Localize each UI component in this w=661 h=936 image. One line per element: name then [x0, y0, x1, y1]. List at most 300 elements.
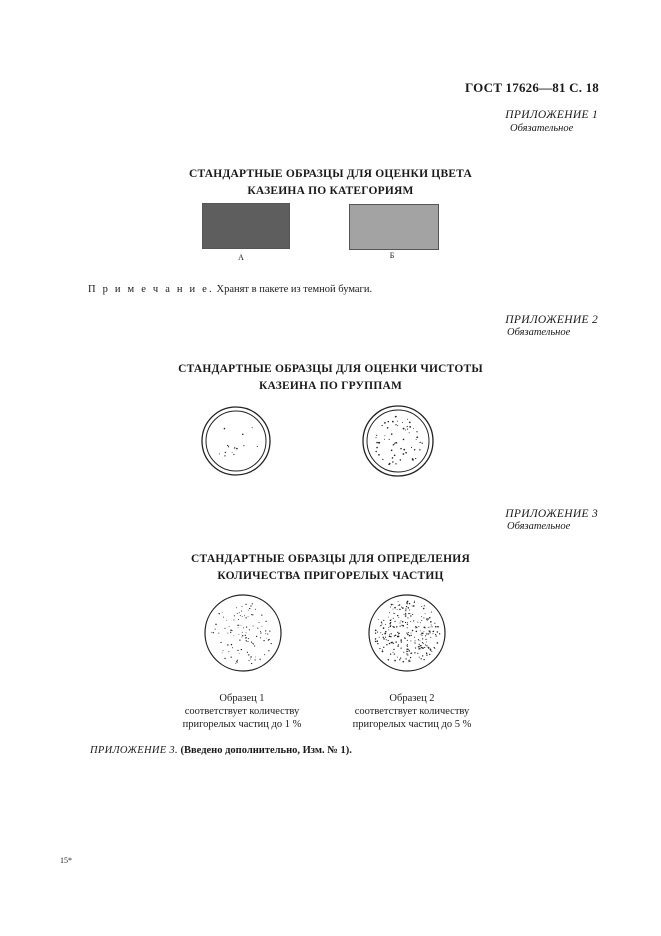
speck: [416, 627, 417, 628]
speck: [262, 626, 263, 627]
speck: [408, 607, 409, 608]
speck: [382, 459, 383, 460]
speck: [397, 657, 398, 658]
speck: [423, 617, 424, 618]
speck: [408, 632, 409, 633]
speck: [376, 435, 377, 436]
speck: [223, 650, 224, 651]
speck: [253, 625, 254, 626]
speck: [252, 603, 253, 604]
speck: [401, 607, 402, 608]
speck: [237, 660, 238, 661]
speck: [423, 659, 424, 660]
speck: [391, 604, 393, 606]
speck: [429, 617, 431, 619]
speck: [246, 640, 247, 641]
speck: [251, 614, 252, 615]
speck: [428, 627, 429, 628]
speck: [232, 452, 233, 453]
speck: [385, 637, 386, 638]
speck: [416, 436, 418, 438]
speck: [250, 605, 251, 606]
speck: [218, 613, 219, 614]
speck: [222, 652, 223, 653]
speck: [422, 642, 423, 643]
speck: [229, 626, 230, 627]
speck: [248, 616, 249, 617]
speck: [252, 614, 253, 615]
speck: [398, 617, 399, 618]
speck: [227, 445, 228, 446]
speck: [383, 620, 384, 621]
speck: [251, 663, 252, 664]
speck: [425, 613, 426, 614]
appendix-3-status: Обязательное: [507, 521, 571, 532]
speck: [255, 659, 256, 660]
page-mark: 15*: [60, 856, 72, 865]
speck: [256, 636, 257, 637]
speck: [389, 643, 391, 645]
speck: [405, 615, 407, 617]
speck: [426, 654, 427, 655]
speck: [396, 442, 398, 444]
speck: [244, 615, 245, 616]
sample-1-caption: [172, 692, 312, 731]
amendment-note-ref: ПРИЛОЖЕНИЕ 3.: [90, 745, 178, 756]
speck: [393, 627, 395, 629]
speck: [410, 657, 411, 658]
purity-sample-dish-1: [201, 406, 271, 476]
speck: [245, 604, 246, 605]
speck: [242, 635, 243, 636]
speck: [238, 627, 239, 628]
speck: [265, 633, 266, 634]
speck: [238, 634, 239, 635]
speck: [240, 615, 241, 616]
speck: [234, 615, 235, 616]
speck: [215, 624, 216, 625]
speck: [393, 643, 394, 644]
speck: [421, 606, 422, 607]
speck: [215, 629, 216, 630]
speck: [394, 607, 396, 609]
speck: [415, 643, 416, 644]
speck: [245, 637, 246, 638]
speck: [439, 633, 440, 634]
speck: [434, 648, 435, 649]
speck: [218, 633, 219, 634]
speck: [399, 659, 400, 660]
speck: [385, 631, 387, 633]
speck: [241, 611, 242, 612]
speck: [397, 615, 398, 616]
speck: [433, 633, 434, 634]
speck: [429, 627, 430, 628]
speck: [235, 663, 236, 664]
speck: [386, 639, 387, 640]
speck: [254, 645, 255, 646]
sample-1-caption-line1: Образец 1: [219, 693, 265, 704]
speck: [408, 649, 409, 650]
speck: [383, 637, 384, 638]
speck: [246, 626, 247, 627]
speck: [255, 609, 256, 610]
speck: [422, 443, 423, 444]
speck: [418, 648, 419, 649]
speck: [228, 651, 229, 652]
speck: [421, 647, 423, 649]
speck: [426, 633, 427, 634]
swatch-label-a: А: [238, 253, 244, 262]
speck: [398, 633, 399, 634]
speck: [411, 633, 412, 634]
speck: [390, 606, 391, 607]
speck: [249, 608, 250, 609]
speck: [400, 639, 402, 641]
speck: [391, 642, 393, 644]
speck: [267, 634, 268, 635]
speck: [430, 621, 432, 623]
speck: [251, 642, 252, 643]
speck: [421, 658, 422, 659]
speck: [400, 459, 402, 461]
speck: [397, 609, 398, 610]
speck: [390, 654, 391, 655]
speck: [263, 640, 264, 641]
speck: [219, 453, 220, 454]
speck: [226, 620, 227, 621]
speck: [415, 647, 416, 648]
speck: [391, 633, 392, 634]
speck: [409, 421, 411, 423]
speck: [248, 638, 249, 639]
speck: [265, 621, 266, 622]
speck: [250, 658, 251, 659]
speck: [400, 620, 401, 621]
speck: [245, 635, 246, 636]
speck: [409, 650, 410, 651]
sample-1-caption-line2: соответствует количеству: [184, 706, 300, 717]
speck: [410, 621, 411, 622]
speck: [400, 658, 401, 659]
color-swatch-a: [202, 203, 290, 249]
speck: [394, 613, 395, 614]
speck: [239, 639, 240, 640]
speck: [418, 626, 419, 627]
speck: [242, 632, 243, 633]
speck: [232, 647, 233, 648]
speck: [398, 605, 399, 606]
speck: [377, 640, 378, 641]
speck: [224, 658, 225, 659]
speck: [391, 619, 392, 620]
speck: [384, 435, 385, 436]
speck: [412, 459, 414, 461]
speck: [406, 648, 408, 650]
speck: [379, 637, 380, 638]
speck: [414, 602, 415, 603]
speck: [411, 635, 412, 636]
speck: [419, 442, 420, 443]
speck: [409, 603, 410, 604]
speck: [228, 446, 229, 447]
speck: [246, 641, 247, 642]
speck: [375, 641, 377, 643]
speck: [257, 446, 258, 447]
speck: [239, 653, 240, 654]
speck: [381, 621, 382, 622]
speck: [260, 637, 261, 638]
speck: [407, 601, 408, 602]
speck: [230, 656, 231, 657]
sample-2-caption: [342, 692, 482, 731]
speck: [429, 631, 431, 633]
speck: [404, 614, 405, 615]
speck: [227, 633, 228, 634]
appendix-1-note: [88, 284, 372, 295]
speck: [391, 433, 393, 435]
speck: [430, 637, 431, 638]
speck: [246, 632, 247, 633]
speck: [394, 455, 396, 457]
speck: [409, 659, 410, 660]
speck: [388, 464, 390, 466]
speck: [375, 630, 377, 632]
speck: [407, 654, 408, 655]
speck: [403, 428, 405, 430]
speck: [377, 631, 378, 632]
speck: [257, 628, 258, 629]
speck: [222, 612, 223, 613]
speck: [425, 635, 426, 636]
speck: [388, 617, 389, 618]
speck: [406, 633, 407, 634]
speck: [225, 452, 226, 453]
speck: [390, 625, 391, 626]
speck: [389, 612, 390, 613]
speck: [396, 626, 397, 627]
speck: [421, 645, 422, 646]
speck: [436, 635, 437, 636]
speck: [393, 444, 394, 445]
appendix-2-label: ПРИЛОЖЕНИЕ 2: [505, 314, 598, 326]
speck: [260, 631, 261, 632]
note-prefix: П р и м е ч а н и е.: [88, 284, 214, 295]
speck: [375, 451, 377, 453]
speck: [403, 652, 404, 653]
speck: [380, 632, 381, 633]
speck: [400, 648, 401, 649]
speck: [389, 634, 390, 635]
speck: [403, 661, 405, 663]
speck: [230, 632, 231, 633]
sample-2-caption-line2: соответствует количеству: [354, 706, 470, 717]
speck: [383, 647, 384, 648]
speck: [414, 449, 415, 450]
speck: [435, 626, 437, 628]
sample-1-caption-line3: пригорелых частиц до 1 %: [182, 719, 302, 730]
speck: [420, 640, 421, 641]
appendix-1-label: ПРИЛОЖЕНИЕ 1: [505, 109, 598, 121]
amendment-note: [90, 745, 352, 756]
speck: [383, 627, 385, 629]
speck: [416, 631, 418, 633]
speck: [231, 644, 232, 645]
speck: [269, 631, 270, 632]
speck: [394, 635, 395, 636]
speck: [395, 635, 397, 637]
speck: [252, 643, 253, 644]
speck: [271, 643, 272, 644]
speck: [410, 661, 411, 662]
speck: [403, 439, 405, 441]
speck: [397, 425, 398, 426]
speck: [395, 463, 396, 464]
speck: [224, 455, 225, 456]
speck: [381, 623, 382, 624]
speck: [437, 642, 439, 644]
speck: [388, 659, 390, 661]
speck: [395, 641, 396, 642]
speck: [378, 454, 380, 456]
speck: [234, 447, 235, 448]
speck: [260, 632, 261, 633]
speck: [410, 615, 411, 616]
speck: [389, 623, 391, 625]
speck: [377, 643, 378, 644]
speck: [410, 640, 411, 641]
appendix-1-title-line2: КАЗЕИНА ПО КАТЕГОРИЯМ: [247, 185, 414, 197]
speck: [428, 647, 430, 649]
speck: [242, 637, 243, 638]
speck: [392, 461, 393, 462]
speck: [384, 633, 385, 634]
speck: [259, 622, 260, 623]
speck: [397, 645, 398, 646]
speck: [392, 421, 394, 423]
speck: [248, 660, 249, 661]
speck: [264, 654, 265, 655]
speck: [248, 654, 249, 655]
speck: [398, 601, 399, 602]
speck: [390, 636, 392, 638]
speck: [407, 627, 408, 628]
speck: [412, 630, 414, 632]
speck: [376, 442, 378, 444]
speck: [380, 625, 381, 626]
speck: [237, 613, 238, 614]
speck: [407, 634, 409, 636]
speck: [422, 633, 424, 635]
speck: [420, 622, 421, 623]
speck: [382, 651, 383, 652]
appendix-1-status: Обязательное: [510, 123, 574, 134]
color-swatch-b: [349, 204, 439, 250]
speck: [394, 653, 395, 654]
speck: [421, 635, 422, 636]
speck: [227, 644, 228, 645]
speck: [241, 649, 242, 650]
speck: [402, 422, 403, 423]
speck: [416, 439, 417, 440]
speck: [238, 619, 239, 620]
speck: [437, 626, 438, 627]
speck: [223, 617, 224, 618]
speck: [386, 644, 387, 645]
speck: [245, 617, 246, 618]
amendment-note-text: (Введено дополнительно, Изм. № 1).: [177, 745, 352, 756]
speck: [405, 429, 406, 430]
speck: [393, 618, 394, 619]
speck: [417, 622, 418, 623]
speck: [424, 647, 425, 648]
speck: [388, 640, 389, 641]
speck: [407, 624, 408, 625]
speck: [437, 631, 438, 632]
speck: [409, 613, 410, 614]
speck: [431, 611, 432, 612]
speck: [387, 427, 389, 429]
speck: [426, 618, 427, 619]
speck: [407, 644, 408, 645]
speck: [419, 644, 420, 645]
speck: [417, 653, 418, 654]
speck: [415, 458, 416, 459]
speck: [389, 439, 390, 440]
speck: [269, 639, 270, 640]
speck: [406, 606, 407, 607]
speck: [402, 621, 404, 623]
speck: [400, 626, 401, 627]
speck: [408, 613, 409, 614]
speck: [425, 639, 426, 640]
speck: [405, 608, 406, 609]
appendix-2-title-line1: СТАНДАРТНЫЕ ОБРАЗЦЫ ДЛЯ ОЦЕНКИ ЧИСТОТЫ: [178, 363, 483, 375]
speck: [434, 623, 435, 624]
speck: [421, 616, 422, 617]
speck: [248, 641, 249, 642]
speck: [233, 454, 234, 455]
speck: [242, 434, 244, 436]
speck: [376, 447, 378, 449]
speck: [426, 641, 427, 642]
speck: [418, 639, 419, 640]
appendix-1-title-line1: СТАНДАРТНЫЕ ОБРАЗЦЫ ДЛЯ ОЦЕНКИ ЦВЕТА: [188, 168, 472, 180]
speck: [393, 649, 394, 650]
appendix-2-title-line2: КАЗЕИНА ПО ГРУППАМ: [258, 380, 403, 392]
speck: [407, 426, 408, 427]
speck: [405, 452, 407, 454]
speck: [429, 654, 430, 655]
appendix-3-title-line1: СТАНДАРТНЫЕ ОБРАЗЦЫ ДЛЯ ОПРЕДЕЛЕНИЯ: [191, 553, 470, 565]
speck: [406, 645, 407, 646]
speck: [398, 644, 399, 645]
speck: [388, 421, 390, 423]
speck: [397, 632, 398, 633]
speck: [233, 619, 234, 620]
speck: [427, 620, 428, 621]
speck: [421, 620, 422, 621]
appendix-3-label: ПРИЛОЖЕНИЕ 3: [505, 508, 598, 520]
speck: [243, 627, 244, 628]
speck: [419, 449, 420, 450]
speck: [423, 631, 424, 632]
speck: [249, 629, 250, 630]
speck: [426, 652, 428, 654]
speck: [405, 613, 407, 615]
speck: [405, 622, 406, 623]
speck: [422, 638, 423, 639]
